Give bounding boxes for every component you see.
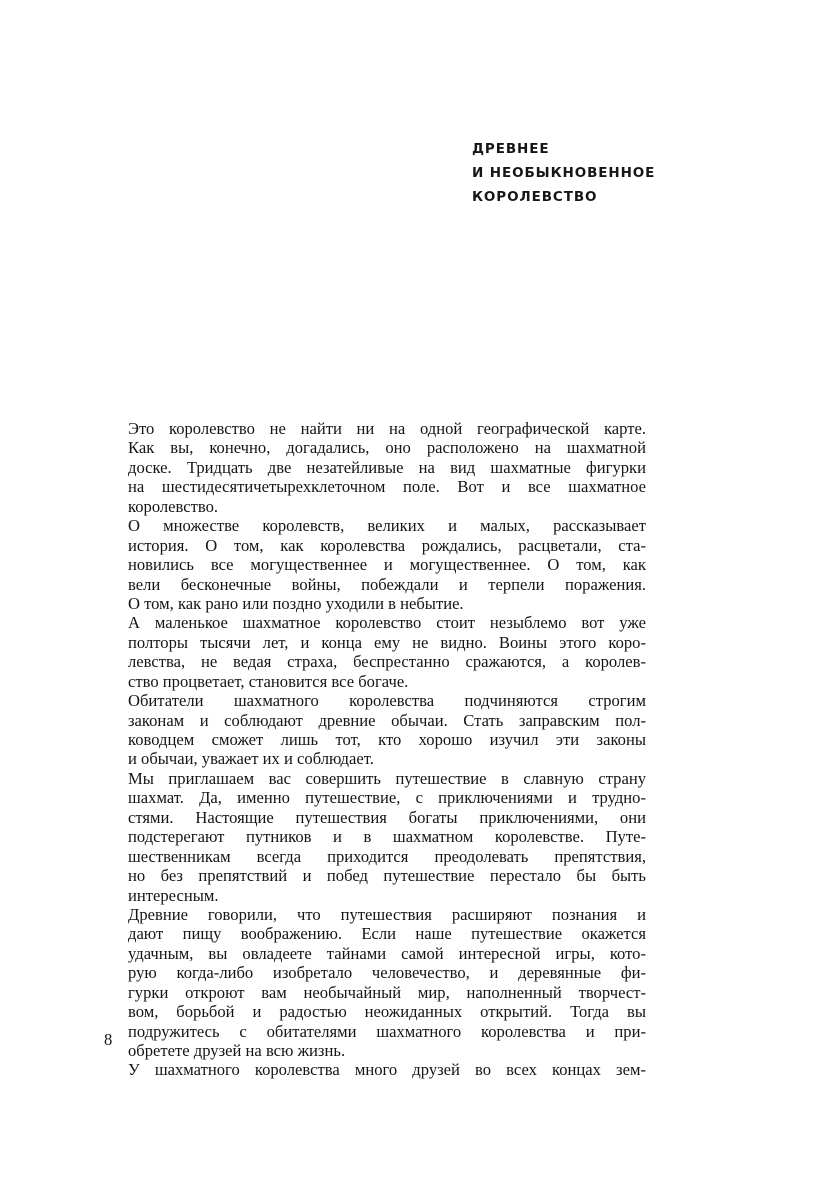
paragraph <box>128 419 646 516</box>
paragraph <box>128 769 646 905</box>
text-line: шахмат. Да, именно путешествие, с приключениями и трудно- <box>128 788 646 808</box>
text-line: полторы тысячи лет, и конца ему не видно. Воины этого коро- <box>128 632 646 652</box>
paragraph <box>128 516 646 613</box>
text-line: но без препятствий и побед путешествие перестало бы быть <box>128 866 646 886</box>
text-line: обретете друзей на всю жизнь. <box>128 1041 346 1060</box>
paragraph <box>128 613 646 691</box>
text-line: на шестидесятичетырехклеточном поле. Вот и все шахматное <box>128 477 646 497</box>
chapter-title <box>472 137 655 209</box>
text-line: О том, как рано или поздно уходили в небытие. <box>128 593 464 613</box>
text-line: новились все могущественнее и могущественнее. О том, как <box>128 555 646 575</box>
text-line: рую когда-либо изобретало человечество, и деревянные фи- <box>128 963 646 983</box>
text-line: Древние говорили, что путешествия расширяют познания и <box>128 904 646 924</box>
text-line: У шахматного королевства много друзей во всех концах зем- <box>128 1060 646 1080</box>
text-line: ководцем сможет лишь тот, кто хорошо изучил эти законы <box>128 730 646 749</box>
text-line: Это королевство не найти ни на одной географической карте. <box>128 419 646 438</box>
text-line: доске. Тридцать две незатейливые на вид шахматные фигурки <box>128 457 646 477</box>
text-line: О множестве королевств, великих и малых, рассказывает <box>128 516 646 536</box>
text-line: королевство. <box>128 496 219 516</box>
text-line: ство процветает, становится все богаче. <box>128 671 409 691</box>
text-line: Обитатели шахматного королевства подчиняются строгим <box>128 691 646 711</box>
text-line: подружитесь с обитателями шахматного королевства и при- <box>128 1021 646 1041</box>
text-line: гурки откроют вам необычайный мир, наполненный творчест- <box>128 982 646 1002</box>
text-line: вели бесконечные войны, побеждали и терпели поражения. <box>128 574 646 594</box>
body-text <box>128 419 646 1080</box>
text-line: и обычаи, уважает их и соблюдает. <box>128 749 374 769</box>
paragraph <box>128 1060 646 1079</box>
page-number: 8 <box>104 1030 113 1049</box>
text-line: левства, не ведая страха, беспрестанно сражаются, а королев- <box>128 652 646 672</box>
chapter-title-line: ДРЕВНЕЕ <box>472 141 550 157</box>
text-line: Как вы, конечно, догадались, оно расположено на шахматной <box>128 438 646 458</box>
text-line: стями. Настоящие путешествия богаты приключениями, они <box>128 807 646 827</box>
text-line: дают пищу воображению. Если наше путешествие окажется <box>128 924 646 944</box>
text-line: удачным, вы овладеете тайнами самой интересной игры, кото- <box>128 943 646 963</box>
text-line: А маленькое шахматное королевство стоит незыблемо вот уже <box>128 613 646 633</box>
text-line: интересным. <box>128 885 219 905</box>
text-line: шественникам всегда приходится преодолевать препятствия, <box>128 846 646 866</box>
text-line: Мы приглашаем вас совершить путешествие в славную страну <box>128 768 646 788</box>
text-line: законам и соблюдают древние обычаи. Стать заправским пол- <box>128 710 646 730</box>
text-line: история. О том, как королевства рождались, расцветали, ста- <box>128 535 646 555</box>
text-line: вом, борьбой и радостью неожиданных открытий. Тогда вы <box>128 1002 646 1022</box>
text-line: подстерегают путников и в шахматном королевстве. Путе- <box>128 827 646 847</box>
paragraph <box>128 691 646 769</box>
chapter-title-line: КОРОЛЕВСТВО <box>472 189 598 205</box>
chapter-title-line: И НЕОБЫКНОВЕННОЕ <box>472 165 656 181</box>
paragraph <box>128 905 646 1061</box>
